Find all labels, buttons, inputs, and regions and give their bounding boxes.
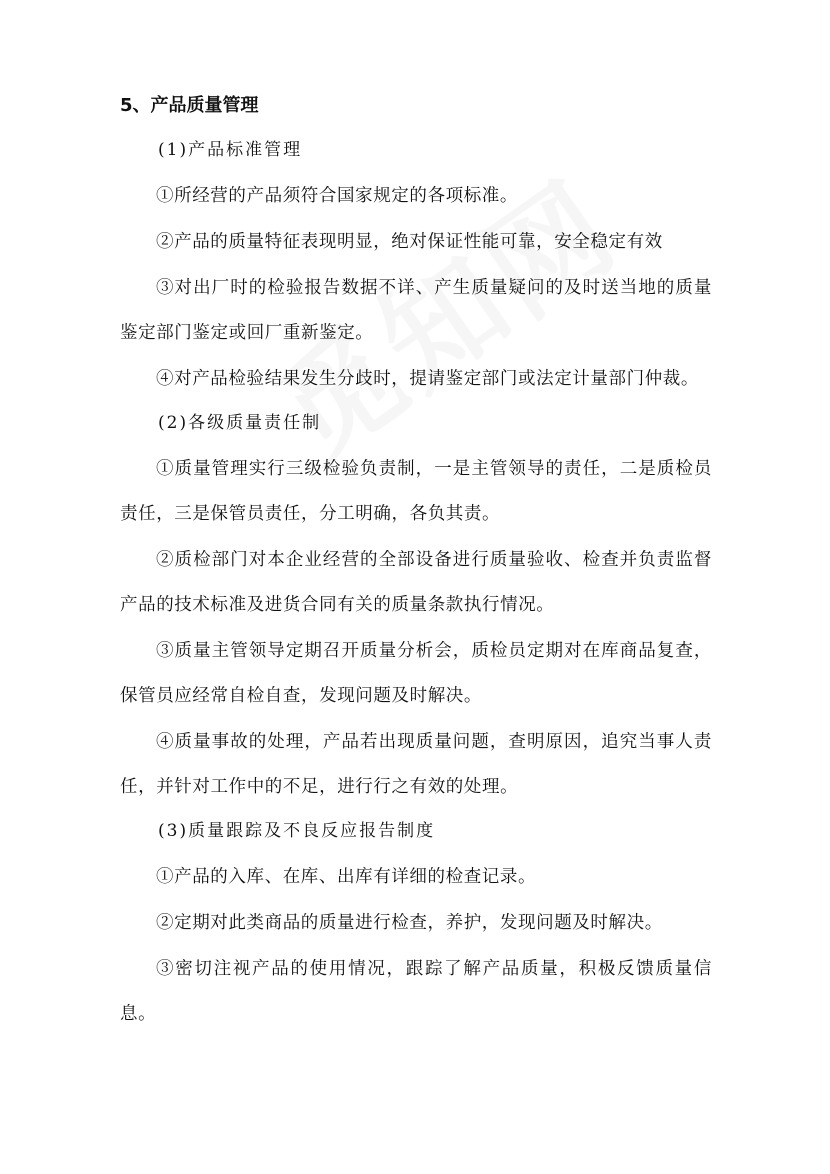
block-heading: (3)质量跟踪及不良反应报告制度 xyxy=(158,821,436,841)
block-heading: (1)产品标准管理 xyxy=(158,140,303,160)
block-tracking xyxy=(120,811,712,1037)
block-heading: (2)各级质量责任制 xyxy=(158,413,322,433)
paragraph: ②产品的质量特征表现明显，绝对保证性能可靠，安全稳定有效 xyxy=(156,232,663,252)
block-responsibility xyxy=(120,403,712,810)
block-standards xyxy=(120,130,712,402)
paragraph: ①质量管理实行三级检验负责制，一是主管领导的责任，二是质检员责任，三是保管员责任，分工明确，各负其责。 xyxy=(120,459,712,524)
paragraph: ④对产品检验结果发生分歧时，提请鉴定部门或法定计量部门仲裁。 xyxy=(156,369,699,389)
paragraph: ④质量事故的处理，产品若出现质量问题，查明原因，追究当事人责任，并针对工作中的不足，进行行之有效的处理。 xyxy=(120,732,712,797)
document-content xyxy=(120,86,712,1038)
paragraph: ③对出厂时的检验报告数据不详、产生质量疑问的及时送当地的质量鉴定部门鉴定或回厂重新鉴定。 xyxy=(120,278,712,343)
paragraph: ①所经营的产品须符合国家规定的各项标准。 xyxy=(156,186,518,206)
paragraph: ①产品的入库、在库、出库有详细的检查记录。 xyxy=(156,867,537,887)
section-title: 5、产品质量管理 xyxy=(120,95,259,116)
paragraph: ③质量主管领导定期召开质量分析会，质检员定期对在库商品复查，保管员应经常自检自查，发现问题及时解决。 xyxy=(120,641,712,706)
paragraph: ②定期对此类商品的质量进行检查，养护，发现问题及时解决。 xyxy=(156,913,663,933)
paragraph: ③密切注视产品的使用情况，跟踪了解产品质量，积极反馈质量信息。 xyxy=(120,959,712,1024)
paragraph: ②质检部门对本企业经营的全部设备进行质量验收、检查并负责监督产品的技术标准及进货合同有关的质量条款执行情况。 xyxy=(120,550,712,615)
